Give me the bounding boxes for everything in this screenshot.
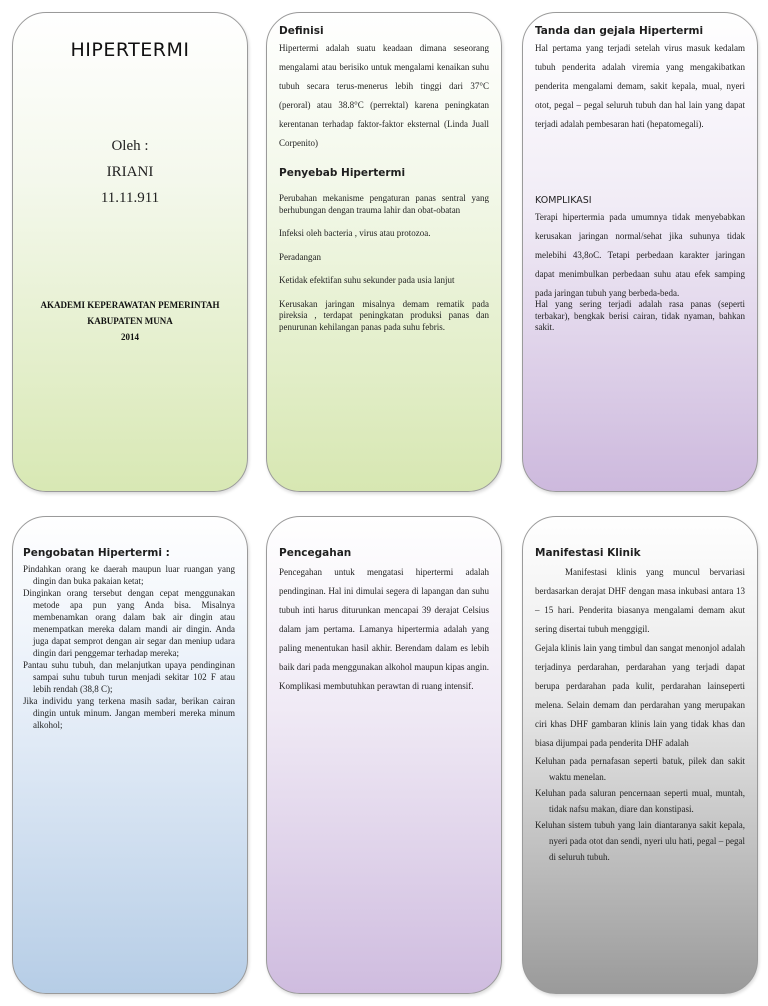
tanda-text: Hal pertama yang terjadi setelah virus masuk kedalam tubuh penderita adalah viremia yang mengakibatkan penderita mengalami demam, sakit kepala, mual, nyeri otot, pegal – pegal seluruh tubuh dan hal lain yang dapat terjadi adalah pembesaran hati (hepatomegali). bbox=[535, 43, 745, 129]
penyebab-item: Peradangan bbox=[279, 251, 321, 262]
pengobatan-item: Pindahkan orang ke daerah maupun luar ruangan yang dingin dan buka pakaian ketat; bbox=[23, 564, 235, 586]
penyebab-item: Infeksi oleh bacteria , virus atau protozoa. bbox=[279, 228, 431, 238]
pencegahan-text: Pencegahan untuk mengatasi hipertermi adalah pendinginan. Hal ini dimulai segera di lapangan dan suhu tubuh inti harus diturunkan mencapai 39 derajat Celsius dalam jam pertama. Lamanya hipertermia adalah yang paling menentukan hasil akhir. Berendam dalam es lebih baik dari pada menggunakan alkohol maupun kipas angin. Komplikasi membutuhkan perawtan di ruang intensif. bbox=[279, 567, 489, 691]
pengobatan-panel bbox=[12, 516, 248, 994]
cover-author-nim: 11.11.911 bbox=[100, 190, 160, 206]
definisi-panel bbox=[266, 12, 502, 492]
cover-author-name: IRIANI bbox=[106, 164, 154, 180]
tanda-heading: Tanda dan gejala Hipertermi bbox=[535, 25, 704, 37]
manifestasi-item: Keluhan pada saluran pencernaan seperti mual, muntah, tidak nafsu makan, diare dan konstipasi. bbox=[535, 788, 745, 814]
pencegahan-heading: Pencegahan bbox=[279, 547, 352, 559]
manifestasi-heading: Manifestasi Klinik bbox=[535, 547, 641, 559]
cover-title: HIPERTERMI bbox=[70, 39, 190, 61]
pengobatan-heading: Pengobatan Hipertermi : bbox=[23, 547, 170, 559]
manifestasi-item: Keluhan sistem tubuh yang lain diantaranya sakit kepala, nyeri pada otot dan sendi, nyeri ulu hati, pegal – pegal di seluruh tubuh. bbox=[535, 820, 745, 862]
manifestasi-item: Keluhan pada pernafasan seperti batuk, pilek dan sakit waktu menelan. bbox=[535, 756, 745, 782]
cover-oleh-label: Oleh : bbox=[111, 138, 149, 154]
cover-institution-line2: KABUPATEN MUNA bbox=[87, 316, 173, 326]
cover-panel bbox=[12, 12, 248, 492]
cover-institution-line1: AKADEMI KEPERAWATAN PEMERINTAH bbox=[40, 300, 220, 310]
penyebab-item: Kerusakan jaringan misalnya demam rematik pada pireksia , terdapat peningkatan produksi panas dan penurunan kehilangan panas pada suhu febris. bbox=[279, 298, 489, 332]
manifestasi-text-1: Manifestasi klinis yang muncul bervariasi berdasarkan derajat DHF dengan masa inkubasi antara 13 – 15 hari. Penderita biasanya mengalami demam akut sering disertai tubuh menggigil. bbox=[535, 567, 745, 634]
pengobatan-item: Pantau suhu tubuh, dan melanjutkan upaya pendinginan sampai suhu tubuh turun menjadi sekitar 102 F atau lebih rendah (38,8 C); bbox=[23, 660, 235, 694]
definisi-text: Hipertermi adalah suatu keadaan dimana seseorang mengalami atau berisiko untuk mengalami kenaikan suhu tubuh secara terus-menerus lebih tinggi dari 37°C (peroral) atau 38.8°C (perrektal) karena peningkatan kerentanan terhadap faktor-faktor eksternal (Linda Juall Corpenito) bbox=[279, 43, 489, 148]
cover-author-block bbox=[13, 133, 247, 211]
penyebab-item: Perubahan mekanisme pengaturan panas sentral yang berhubungan dengan trauma lahir dan obat-obatan bbox=[279, 193, 489, 215]
definisi-heading: Definisi bbox=[279, 25, 324, 37]
pengobatan-list bbox=[23, 563, 235, 731]
penyebab-heading: Penyebab Hipertermi bbox=[279, 167, 406, 179]
manifestasi-panel bbox=[522, 516, 758, 994]
pengobatan-item: Dinginkan orang tersebut dengan cepat menggunakan metode apa pun yang Anda bisa. Misalnya membenamkan orang dalam bak air dingin atau menempatkan mereka dalam mandi air dingin. Anda juga dapat semprot dengan air segar dan meniup udara dingin dari penggemar terhadap mereka; bbox=[23, 588, 235, 658]
komplikasi-heading: KOMPLIKASI bbox=[535, 195, 592, 206]
pencegahan-panel bbox=[266, 516, 502, 994]
cover-year: 2014 bbox=[121, 332, 139, 342]
penyebab-item: Ketidak efektifan suhu sekunder pada usia lanjut bbox=[279, 275, 455, 285]
pengobatan-item: Jika individu yang terkena masih sadar, berikan cairan dingin untuk minum. Jangan memberi mereka minum alkohol; bbox=[23, 696, 235, 730]
manifestasi-list bbox=[535, 753, 745, 865]
manifestasi-text-2: Gejala klinis lain yang timbul dan sangat menonjol adalah terjadinya perdarahan, perdarahan yang terjadi dapat berupa perdarahan pada kulit, perdarahan lainseperti melena. Selain demam dan perdarahan yang merupakan ciri khas DHF gambaran klinis lain yang tidak khas dan biasa dijumpai pada penderita DHF adalah bbox=[535, 643, 745, 748]
tanda-panel bbox=[522, 12, 758, 492]
penyebab-list bbox=[279, 193, 489, 333]
cover-institution-block bbox=[13, 297, 247, 345]
komplikasi-text-2: Hal yang sering terjadi adalah rasa panas (seperti terbakar), bengkak berisi cairan, tidak nyaman, bahkan sakit. bbox=[535, 299, 745, 332]
komplikasi-text-1: Terapi hipertermia pada umumnya tidak menyebabkan kerusakan jaringan normal/sehat jika suhunya tidak melebihi 43,8oC. Tetapi perbedaan karakter jaringan dapat menimbulkan perbedaan suhu atau efek samping pada jaringan tubuh yang berbeda-beda. bbox=[535, 212, 745, 298]
